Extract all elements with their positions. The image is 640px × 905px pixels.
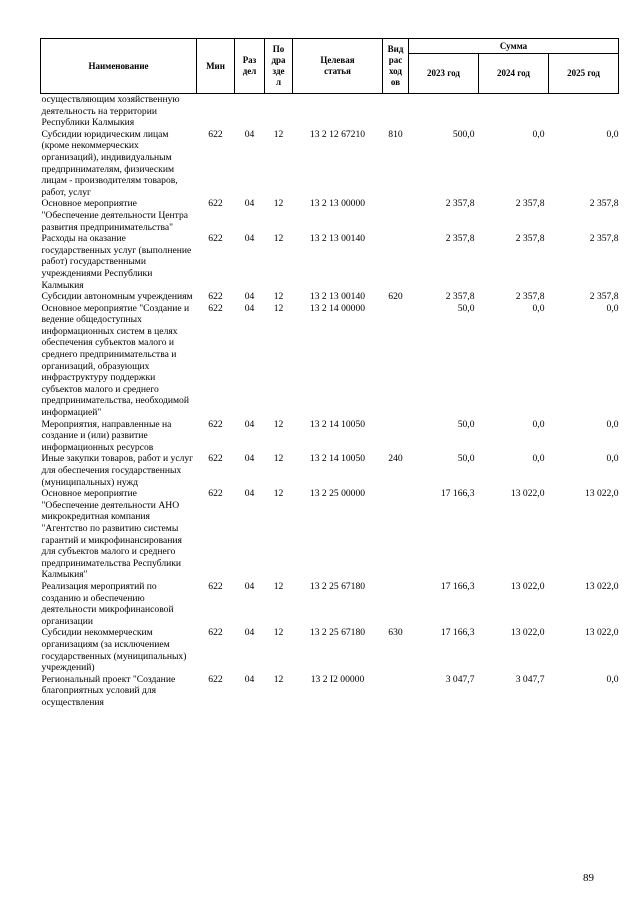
row-celevaya: 13 2 I2 00000 xyxy=(310,673,365,685)
row-celevaya: 13 2 14 00000 xyxy=(309,302,366,314)
table-row xyxy=(41,129,619,199)
row-min: 622 xyxy=(208,291,223,303)
row-name: Иные закупки товаров, работ и услуг для обеспечения государственных (муниципальных) нужд xyxy=(41,453,194,488)
budget-table xyxy=(40,38,619,708)
row-razdel: 04 xyxy=(244,128,255,140)
row-amount-2024: 2 357,8 xyxy=(515,233,545,245)
row-amount-2023: 17 166,3 xyxy=(440,580,475,592)
header-min: Мин xyxy=(197,39,235,94)
row-celevaya: 13 2 14 10050 xyxy=(309,453,366,465)
row-amount-2025: 0,0 xyxy=(606,302,619,314)
row-min: 622 xyxy=(208,453,223,465)
row-amount-2025: 2 357,8 xyxy=(589,198,619,210)
row-celevaya xyxy=(293,94,383,129)
row-amount-2025: 0,0 xyxy=(606,673,619,685)
row-name: Основное мероприятие "Обеспечение деятельности АНО микрокредитная компания "Агентство по развитию системы гарантий и микрофинансирования для субъектов малого и среднего предпринимательства Республики Калмыкия" xyxy=(41,488,182,581)
table-row xyxy=(41,419,619,454)
row-razdel: 04 xyxy=(244,673,255,685)
row-min: 622 xyxy=(208,418,223,430)
row-celevaya: 13 2 25 67180 xyxy=(309,627,366,639)
header-celevaya xyxy=(293,39,383,94)
row-name: Региональный проект "Создание благоприятных условий для осуществления xyxy=(41,673,176,708)
row-vid xyxy=(383,198,409,233)
row-razdel: 04 xyxy=(244,198,255,210)
row-podrazdel: 12 xyxy=(273,453,284,465)
row-razdel: 04 xyxy=(244,302,255,314)
row-podrazdel: 12 xyxy=(273,418,284,430)
row-vid: 240 xyxy=(388,453,403,465)
row-amount-2023: 17 166,3 xyxy=(440,488,475,500)
row-amount-2023: 3 047,7 xyxy=(445,673,475,685)
table-row xyxy=(41,627,619,673)
row-name: осуществляющим хозяйственную деятельность на территории Республики Калмыкия xyxy=(41,94,180,129)
row-podrazdel: 12 xyxy=(273,302,284,314)
row-amount-2025 xyxy=(549,94,619,129)
row-name: Субсидии некоммерческим организациям (за исключением государственных (муниципальных) учреждений) xyxy=(41,627,187,674)
row-vid xyxy=(383,419,409,454)
header-podrazdel-line: По xyxy=(272,44,285,54)
row-vid xyxy=(383,581,409,627)
row-podrazdel: 12 xyxy=(273,291,284,303)
budget-table-page xyxy=(40,38,618,708)
row-min: 622 xyxy=(208,198,223,210)
row-celevaya: 13 2 25 00000 xyxy=(309,488,366,500)
row-amount-2024: 2 357,8 xyxy=(515,198,545,210)
table-row xyxy=(41,198,619,233)
row-amount-2023: 50,0 xyxy=(457,453,475,465)
table-row xyxy=(41,488,619,581)
row-min: 622 xyxy=(208,488,223,500)
header-podrazdel-line: зде xyxy=(272,66,285,76)
row-celevaya: 13 2 13 00140 xyxy=(309,291,366,303)
row-celevaya: 13 2 13 00000 xyxy=(309,198,366,210)
header-razdel-line: дел xyxy=(242,66,257,76)
row-name: Реализация мероприятий по созданию и обеспечению деятельности микрофинансовой организации xyxy=(41,580,174,627)
row-amount-2025: 13 022,0 xyxy=(584,488,619,500)
header-year-2025: 2025 год xyxy=(549,54,619,94)
row-podrazdel xyxy=(265,94,293,129)
row-amount-2023 xyxy=(409,94,479,129)
header-vid xyxy=(383,39,409,94)
row-amount-2025: 13 022,0 xyxy=(584,580,619,592)
row-amount-2025: 2 357,8 xyxy=(589,233,619,245)
table-row xyxy=(41,303,619,419)
row-podrazdel: 12 xyxy=(273,488,284,500)
table-row xyxy=(41,291,619,303)
row-name: Основное мероприятие "Обеспечение деятельности Центра развития предпринимательства" xyxy=(41,198,189,233)
row-name: Субсидии юридическим лицам (кроме некоммерческих организаций), индивидуальным предпринимателям, физическим лицам - производителям товаров, работ, услуг xyxy=(41,128,178,198)
row-min: 622 xyxy=(208,673,223,685)
row-amount-2023: 500,0 xyxy=(452,128,475,140)
row-vid xyxy=(383,303,409,419)
header-year-2023: 2023 год xyxy=(409,54,479,94)
row-amount-2023: 2 357,8 xyxy=(445,233,475,245)
header-celevaya-line: Целевая xyxy=(320,55,355,65)
row-razdel: 04 xyxy=(244,291,255,303)
table-body xyxy=(41,94,619,709)
table-row xyxy=(41,94,619,129)
row-name: Расходы на оказание государственных услуг (выполнение работ) государственными учреждениями Республики Калмыкия xyxy=(41,233,192,291)
row-amount-2024 xyxy=(479,94,549,129)
row-amount-2023: 50,0 xyxy=(457,418,475,430)
row-amount-2024: 0,0 xyxy=(532,302,545,314)
row-name: Основное мероприятие "Создание и ведение общедоступных информационных систем в целях обеспечения субъектов малого и среднего предпринимательства и организаций, образующих инфраструктуру поддержки субъектов малого и среднего предпринимательства, необходимой информацией" xyxy=(41,302,190,419)
row-razdel: 04 xyxy=(244,580,255,592)
row-amount-2025: 13 022,0 xyxy=(584,627,619,639)
row-name: Мероприятия, направленные на создание и (или) развитие информационных ресурсов xyxy=(41,418,172,453)
row-amount-2024: 0,0 xyxy=(532,128,545,140)
row-vid xyxy=(383,674,409,709)
row-vid xyxy=(383,94,409,129)
row-amount-2023: 2 357,8 xyxy=(445,198,475,210)
row-podrazdel: 12 xyxy=(273,627,284,639)
header-vid-line: Вид xyxy=(387,44,404,54)
header-razdel-line: Раз xyxy=(242,55,257,65)
row-min: 622 xyxy=(208,233,223,245)
row-amount-2023: 17 166,3 xyxy=(440,627,475,639)
row-amount-2024: 0,0 xyxy=(532,453,545,465)
row-min: 622 xyxy=(208,128,223,140)
header-vid-line: ов xyxy=(390,77,401,87)
row-min: 622 xyxy=(208,580,223,592)
row-name: Субсидии автономным учреждениям xyxy=(41,291,193,303)
header-razdel xyxy=(235,39,265,94)
table-header xyxy=(41,39,619,94)
row-amount-2023: 50,0 xyxy=(457,302,475,314)
row-vid: 620 xyxy=(388,291,403,303)
table-row xyxy=(41,453,619,488)
row-razdel: 04 xyxy=(244,233,255,245)
header-podrazdel xyxy=(265,39,293,94)
row-celevaya: 13 2 12 67210 xyxy=(309,128,366,140)
header-celevaya-line: статья xyxy=(324,66,351,76)
row-min xyxy=(197,94,235,129)
row-razdel: 04 xyxy=(244,418,255,430)
row-podrazdel: 12 xyxy=(273,198,284,210)
header-vid-line: ход xyxy=(389,66,402,76)
row-amount-2025: 2 357,8 xyxy=(589,291,619,303)
row-podrazdel: 12 xyxy=(273,233,284,245)
row-vid: 630 xyxy=(388,627,403,639)
header-vid-line: рас xyxy=(388,55,403,65)
row-vid xyxy=(383,233,409,291)
row-podrazdel: 12 xyxy=(273,673,284,685)
page-number: 89 xyxy=(583,872,594,884)
row-podrazdel: 12 xyxy=(273,580,284,592)
row-celevaya: 13 2 14 10050 xyxy=(309,418,366,430)
header-name: Наименование xyxy=(41,39,197,94)
row-razdel: 04 xyxy=(244,488,255,500)
row-amount-2024: 3 047,7 xyxy=(515,673,545,685)
header-podrazdel-line: дра xyxy=(271,55,286,65)
row-vid xyxy=(383,488,409,581)
header-summa: Сумма xyxy=(409,39,619,54)
row-razdel: 04 xyxy=(244,453,255,465)
row-celevaya: 13 2 25 67180 xyxy=(309,580,366,592)
row-min: 622 xyxy=(208,627,223,639)
row-min: 622 xyxy=(208,302,223,314)
row-razdel xyxy=(235,94,265,129)
header-podrazdel-line: л xyxy=(275,77,282,87)
row-amount-2025: 0,0 xyxy=(606,453,619,465)
table-row xyxy=(41,233,619,291)
header-year-2024: 2024 год xyxy=(479,54,549,94)
table-row xyxy=(41,674,619,709)
row-amount-2024: 13 022,0 xyxy=(510,580,545,592)
row-amount-2025: 0,0 xyxy=(606,418,619,430)
row-podrazdel: 12 xyxy=(273,128,284,140)
table-row xyxy=(41,581,619,627)
row-amount-2024: 2 357,8 xyxy=(515,291,545,303)
row-vid: 810 xyxy=(388,128,403,140)
row-amount-2023: 2 357,8 xyxy=(445,291,475,303)
row-amount-2024: 0,0 xyxy=(532,418,545,430)
row-celevaya: 13 2 13 00140 xyxy=(309,233,366,245)
row-razdel: 04 xyxy=(244,627,255,639)
row-amount-2025: 0,0 xyxy=(606,128,619,140)
row-amount-2024: 13 022,0 xyxy=(510,488,545,500)
row-amount-2024: 13 022,0 xyxy=(510,627,545,639)
